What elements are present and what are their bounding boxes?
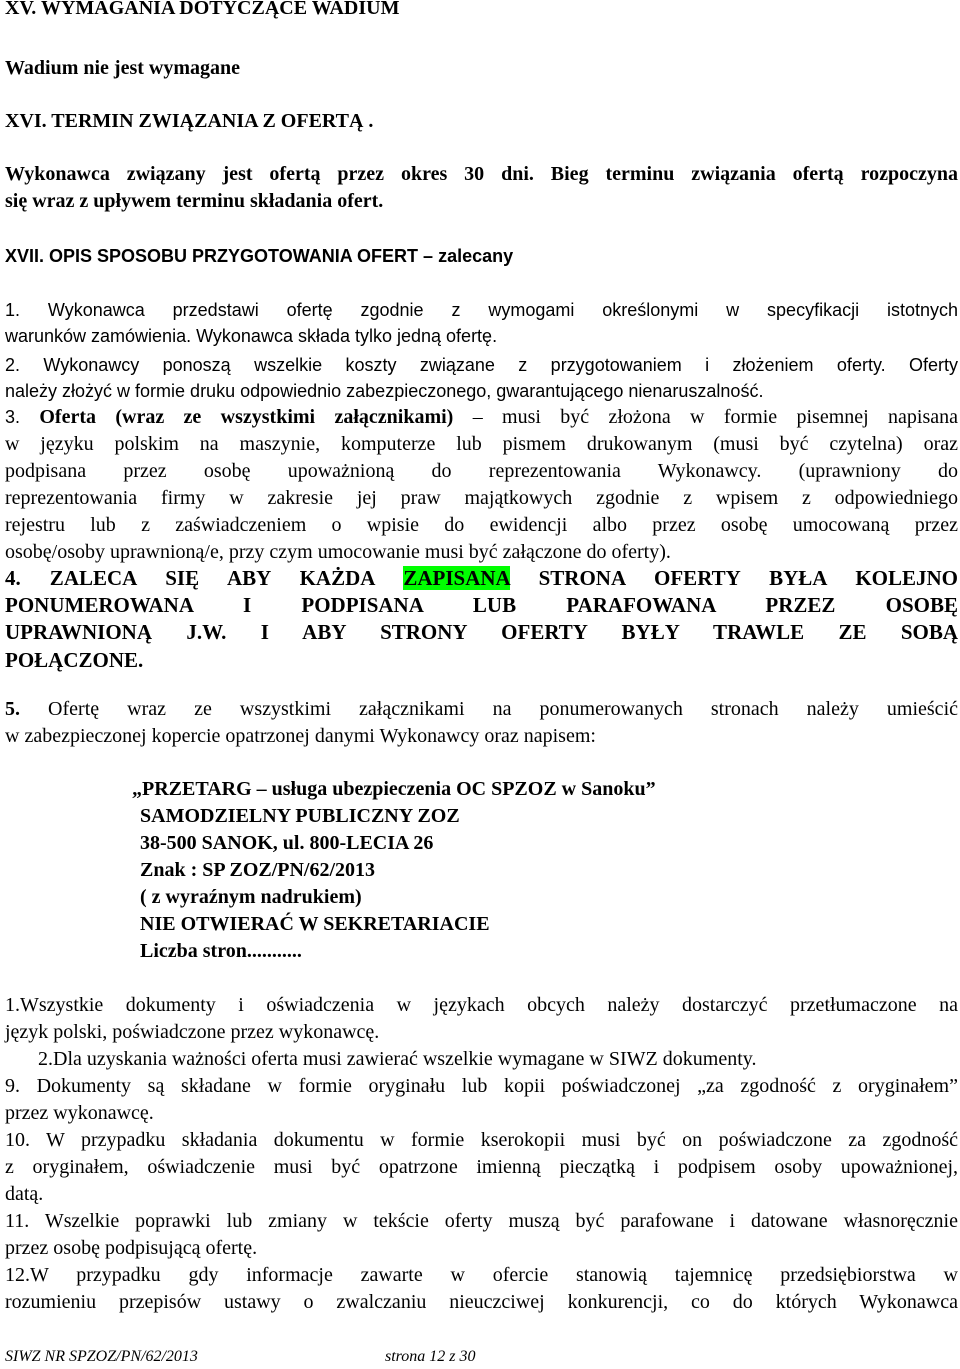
section-xvi-line1: Wykonawca związany jest ofertą przez okres 30 dni. Bieg terminu związania ofertą rozpoczyna	[5, 163, 958, 185]
point-5-line1	[5, 697, 958, 721]
envelope-line4: Znak : SP ZOZ/PN/62/2013	[140, 859, 376, 881]
envelope-line7: Liczba stron...........	[140, 940, 302, 962]
envelope-line2: SAMODZIELNY PUBLICZNY ZOZ	[140, 805, 460, 827]
point-3-line5: rejestru lub z zaświadczeniem o wpisie do ewidencji albo przez osobę umocowaną przez	[5, 514, 958, 536]
point-2-line1: 2. Wykonawcy ponoszą wszelkie koszty związane z przygotowaniem i złożeniem oferty. Oferty	[5, 355, 958, 375]
note-10-line3: datą.	[5, 1183, 44, 1205]
point-4-text-b: STRONA OFERTY BYŁA KOLEJNO	[509, 566, 958, 590]
point-3-line4: reprezentowania firmy w zakresie jej praw majątkowych zgodnie z wpisem z odpowiedniego	[5, 487, 958, 509]
note-12-line2: rozumieniu przepisów ustawy o zwalczaniu nieuczciwej konkurencji, co do których Wykonawca	[5, 1291, 958, 1313]
point-4-line4: POŁĄCZONE.	[5, 648, 144, 672]
note-9-line1: 9. Dokumenty są składane w formie oryginału lub kopii poświadczonej „za zgodność z oryginałem”	[5, 1075, 958, 1097]
note-12-line1: 12.W przypadku gdy informacje zawarte w ofercie stanowią tajemnicę przedsiębiorstwa w	[5, 1264, 958, 1286]
point-5-number: 5.	[5, 698, 20, 720]
note-1-line2: język polski, poświadczone przez wykonawcę.	[5, 1021, 380, 1043]
point-1-line2: warunków zamówienia. Wykonawca składa tylko jedną ofertę.	[5, 326, 498, 346]
note-10-line2: z oryginałem, oświadczenie musi być opatrzone imienną pieczątką i podpisem osoby upoważnionej,	[5, 1156, 958, 1178]
point-1-line1: 1. Wykonawca przedstawi ofertę zgodnie z wymogami określonymi w specyfikacji istotnych	[5, 300, 958, 320]
envelope-line5: ( z wyraźnym nadrukiem)	[140, 886, 362, 908]
footer-page-number: strona 12 z 30	[385, 1348, 476, 1365]
point-3-rest: – musi być złożona w formie pisemnej napisana	[472, 406, 959, 428]
section-xvii-heading: XVII. OPIS SPOSOBU PRZYGOTOWANIA OFERT – zalecany	[5, 246, 514, 266]
note-2: 2.Dla uzyskania ważności oferta musi zawierać wszelkie wymagane w SIWZ dokumenty.	[38, 1048, 757, 1070]
note-9-line2: przez wykonawcę.	[5, 1102, 154, 1124]
point-4-line1	[5, 566, 958, 590]
point-4-line3: UPRAWNIONĄ J.W. I ABY STRONY OFERTY BYŁY TRAWLE ZE SOBĄ	[5, 620, 958, 644]
note-10-line1: 10. W przypadku składania dokumentu w formie kserokopii musi być on poświadczone za zgodność	[5, 1129, 958, 1151]
point-3-number: 3.	[5, 407, 21, 427]
section-xvi-line2: się wraz z upływem terminu składania ofert.	[5, 190, 384, 212]
envelope-line6: NIE OTWIERAĆ W SEKRETARIACIE	[140, 913, 490, 935]
point-3-line2: w języku polskim na maszynie, komputerze lub pismem drukowanym (musi być czytelna) oraz	[5, 433, 958, 455]
envelope-line3: 38-500 SANOK, ul. 800-LECIA 26	[140, 832, 434, 854]
note-11-line1: 11. Wszelkie poprawki lub zmiany w tekście oferty muszą być parafowane i datowane własnoręcznie	[5, 1210, 958, 1232]
point-3-line1	[5, 405, 958, 429]
point-3-line6: osobę/osoby uprawnioną/e, przy czym umocowanie musi być załączone do oferty).	[5, 541, 671, 563]
point-5-line2: w zabezpieczonej kopercie opatrzonej danymi Wykonawcy oraz napisem:	[5, 725, 596, 747]
point-5-text: Ofertę wraz ze wszystkimi załącznikami na ponumerowanych stronach należy umieścić	[20, 698, 958, 720]
point-3-bold: Oferta (wraz ze wszystkimi załącznikami)	[39, 406, 454, 428]
point-4-highlight: ZAPISANA	[403, 566, 510, 590]
note-11-line2: przez osobę podpisującą ofertę.	[5, 1237, 258, 1259]
section-xv-text: Wadium nie jest wymagane	[5, 57, 240, 79]
point-2-line2: należy złożyć w formie druku odpowiednio zabezpieczonego, gwarantującego nienaruszalność.	[5, 381, 764, 401]
point-4-line2: PONUMEROWANA I PODPISANA LUB PARAFOWANA PRZEZ OSOBĘ	[5, 593, 958, 617]
section-xv-heading: XV. WYMAGANIA DOTYCZĄCE WADIUM	[5, 0, 400, 19]
section-xvi-heading: XVI. TERMIN ZWIĄZANIA Z OFERTĄ .	[5, 110, 374, 132]
envelope-line1: „PRZETARG – usługa ubezpieczenia OC SPZOZ w Sanoku”	[132, 778, 656, 800]
note-1-line1: 1.Wszystkie dokumenty i oświadczenia w językach obcych należy dostarczyć przetłumaczone na	[5, 994, 958, 1016]
page-footer	[5, 1348, 476, 1366]
point-3-line3: podpisana przez osobę upoważnioną do reprezentowania Wykonawcy. (uprawniony do	[5, 460, 958, 482]
footer-doc-id: SIWZ NR SPZOZ/PN/62/2013	[5, 1348, 198, 1365]
point-4-text-a: 4. ZALECA SIĘ ABY KAŻDA	[5, 566, 404, 590]
